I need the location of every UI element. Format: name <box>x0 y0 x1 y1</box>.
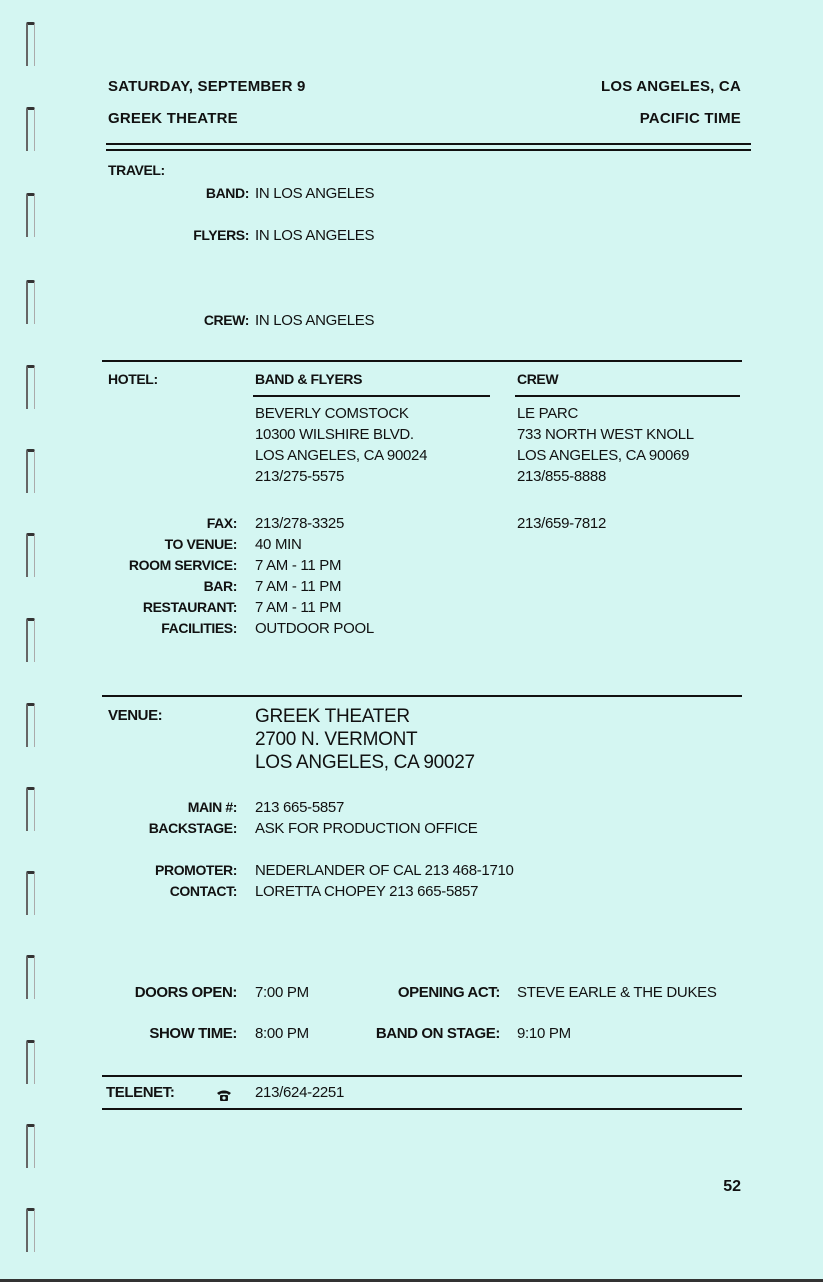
telenet-value: 213/624-2251 <box>255 1084 344 1101</box>
venue-name: GREEK THEATER <box>255 706 410 727</box>
telenet-label: TELENET: <box>106 1084 175 1101</box>
travel-crew-value: IN LOS ANGELES <box>255 312 375 329</box>
hotel-bar-label: BAR: <box>203 578 237 594</box>
hotel-band-address <box>255 403 427 487</box>
venue-contact-value: LORETTA CHOPEY 213 665-5857 <box>255 883 479 900</box>
venue-promoter-label: PROMOTER: <box>155 862 237 878</box>
telenet-rule-bottom <box>102 1108 742 1110</box>
hotel-rule <box>102 360 742 362</box>
hotel-tovenue-value: 40 MIN <box>255 536 302 553</box>
band-on-stage-label: BAND ON STAGE: <box>375 1025 500 1042</box>
hotel-crew-name: LE PARC <box>517 405 578 422</box>
venue-promoter-labels <box>155 860 237 902</box>
hotel-fax-value: 213/278-3325 <box>255 515 344 532</box>
hotel-facilities-label: FACILITIES: <box>161 620 237 636</box>
venue-phone-values <box>255 797 478 839</box>
hotel-facilities-value: OUTDOOR POOL <box>255 620 374 637</box>
opening-act-label: OPENING ACT: <box>397 984 500 1001</box>
hotel-band-name: BEVERLY COMSTOCK <box>255 405 409 422</box>
header-venue: GREEK THEATRE <box>108 110 238 127</box>
hotel-detail-labels <box>129 513 237 639</box>
header-city: LOS ANGELES, CA <box>601 78 741 95</box>
telenet-rule-top <box>102 1075 742 1077</box>
travel-label: TRAVEL: <box>108 162 165 178</box>
page-number: 52 <box>723 1178 741 1195</box>
show-time-value: 8:00 PM <box>255 1025 309 1042</box>
travel-flyers-value: IN LOS ANGELES <box>255 227 375 244</box>
doors-open-label: DOORS OPEN: <box>134 984 237 1001</box>
hotel-restaurant-label: RESTAURANT: <box>142 599 237 615</box>
band-on-stage-value: 9:10 PM <box>517 1025 571 1042</box>
hotel-crew-address <box>517 403 694 487</box>
telephone-icon <box>216 1089 232 1107</box>
hotel-roomservice-label: ROOM SERVICE: <box>128 557 237 573</box>
hotel-band-street: 10300 WILSHIRE BLVD. <box>255 426 414 443</box>
venue-main-value: 213 665-5857 <box>255 799 344 816</box>
hotel-tovenue-label: TO VENUE: <box>164 536 237 552</box>
hotel-crew-fax: 213/659-7812 <box>517 515 606 532</box>
travel-flyers-label: FLYERS: <box>193 227 249 243</box>
hotel-roomservice-value: 7 AM - 11 PM <box>255 557 342 574</box>
header-rule-top <box>106 143 751 145</box>
venue-rule <box>102 695 742 697</box>
venue-contact-label: CONTACT: <box>169 883 237 899</box>
hotel-label: HOTEL: <box>108 371 158 387</box>
venue-phone-labels <box>149 797 237 839</box>
travel-band-label: BAND: <box>205 185 249 201</box>
hotel-crew-header: CREW <box>517 371 559 387</box>
opening-act-value: STEVE EARLE & THE DUKES <box>517 984 717 1001</box>
venue-city: LOS ANGELES, CA 90027 <box>255 752 475 773</box>
hotel-band-underline <box>253 395 490 397</box>
header-date: SATURDAY, SEPTEMBER 9 <box>108 78 306 95</box>
hotel-fax-label: FAX: <box>206 515 237 531</box>
show-time-label: SHOW TIME: <box>149 1025 237 1042</box>
hotel-detail-values <box>255 513 374 639</box>
venue-promoter-value: NEDERLANDER OF CAL 213 468-1710 <box>255 862 514 879</box>
hotel-band-city: LOS ANGELES, CA 90024 <box>255 447 428 464</box>
header-timezone: PACIFIC TIME <box>639 110 741 127</box>
travel-crew-label: CREW: <box>203 312 249 328</box>
hotel-crew-street: 733 NORTH WEST KNOLL <box>517 426 694 443</box>
venue-street: 2700 N. VERMONT <box>255 729 418 750</box>
hotel-restaurant-value: 7 AM - 11 PM <box>255 599 342 616</box>
venue-address <box>255 705 475 774</box>
hotel-band-header: BAND & FLYERS <box>255 371 363 387</box>
header-rule-bottom <box>106 149 751 151</box>
hotel-band-phone: 213/275-5575 <box>255 468 344 485</box>
venue-label: VENUE: <box>108 707 163 724</box>
travel-band-value: IN LOS ANGELES <box>255 185 375 202</box>
hotel-crew-city: LOS ANGELES, CA 90069 <box>517 447 690 464</box>
hotel-bar-value: 7 AM - 11 PM <box>255 578 342 595</box>
venue-main-label: MAIN #: <box>187 799 237 815</box>
venue-backstage-label: BACKSTAGE: <box>148 820 237 836</box>
hotel-crew-phone: 213/855-8888 <box>517 468 606 485</box>
hotel-crew-underline <box>515 395 740 397</box>
venue-backstage-value: ASK FOR PRODUCTION OFFICE <box>255 820 478 837</box>
venue-promoter-values <box>255 860 514 902</box>
doors-open-value: 7:00 PM <box>255 984 309 1001</box>
